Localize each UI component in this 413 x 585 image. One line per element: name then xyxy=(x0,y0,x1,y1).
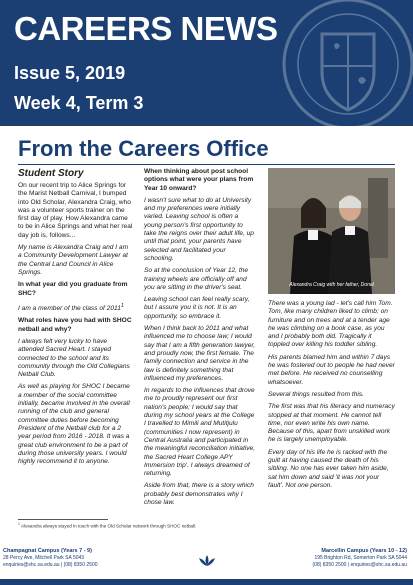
story-paragraph-2: His parents blamed him and within 7 days he was fostered out to people he had never met before. He received no counselling whatsoever. xyxy=(268,353,395,386)
question-post-school: When thinking about post school options what were your plans from Year 10 onward? xyxy=(144,168,254,192)
introduction-quote: My name is Alexandra Craig and I am a Community Development Lawyer at the Central Land Council in Alice Springs. xyxy=(18,244,129,276)
lotus-logo-icon xyxy=(197,554,217,568)
footer-right-contact[interactable]: (08) 8350 2500 | enquiries@shc.sa.edu.au xyxy=(312,562,407,568)
section-divider xyxy=(18,164,395,165)
issue-number: Issue 5, 2019 xyxy=(14,63,126,83)
week-term: Week 4, Term 3 xyxy=(14,93,144,113)
newsletter-title: CAREERS NEWS xyxy=(14,10,278,47)
answer-post-school-1: I wasn't sure what to do at University and my preferences were initially varied. Leaving school is often a young person's first opportunity to take the reigns over their adult life, up until that point, your parents have selected and facilitated your schooling. xyxy=(144,196,254,262)
story-paragraph-1: There was a young lad - let's call him Tom. Tom, like many children liked to climb; on furniture and on trees and at a tender age he was climbing on a book case, as you and I probably both did. Tragically it toppled over killing his toddler sibling. xyxy=(268,300,393,349)
photo-illustration xyxy=(268,168,395,294)
answer-graduation xyxy=(18,302,133,313)
story-heading: Student Story xyxy=(18,168,84,179)
college-crest-watermark-icon xyxy=(278,0,413,126)
footnote xyxy=(18,522,196,529)
answer-graduation-text: I am a member of the class of 2011 xyxy=(18,305,121,313)
footer-bar xyxy=(0,579,413,585)
footnote-text: Alexandra always stayed in touch with the Old Scholar network through SHOC netball. xyxy=(20,523,197,529)
question-netball-roles: What roles have you had with SHOC netball and why? xyxy=(18,317,132,333)
footer-marcellin-campus xyxy=(313,548,408,569)
answer-post-school-6: Aside from that, there is a story which probably best demonstrates why I chose law. xyxy=(144,482,254,506)
footnote-number: 1 xyxy=(18,522,20,526)
answer-post-school-2: So at the conclusion of Year 12, the training wheels are officially off and you are sitting in the driver's seat. xyxy=(144,267,248,291)
answer-netball-roles-1: I always felt very lucky to have attended Sacred Heart. I stayed connected to the school and its community through the Old Collegians Netball Club. xyxy=(18,337,130,379)
footer-left-contact[interactable]: enquiries@shc.sa.edu.au | (08) 8350 2500 xyxy=(3,562,98,568)
intro-paragraph: On our recent trip to Alice Springs for the Marist Netball Carnival, I bumped into Old Scholar, Alexandra Craig, who was a volunteer sports trainer on the first day of play. How Alexandra came to be in Alice Springs and what her real day job is, follows... xyxy=(18,182,133,239)
answer-netball-roles-2: As well as playing for SHOC I became a member of the social committee initially, became involved in the overall running of the club and general committee duties before becoming President of the Netball club for a 2 year period from 2016 - 2018. It was a great club environment to be a part of during those university years. I would highly recommend it to anyone. xyxy=(18,383,130,466)
footer-left-heading: Champagnat Campus (Years 7 - 9) xyxy=(3,548,92,554)
footer-left-address: 28 Percy Ave, Mitchell Park SA 5043 xyxy=(3,555,85,561)
article-column-1 xyxy=(18,182,133,470)
answer-post-school-3: Leaving school can feel really scary, but I assure you it is not. It is an opportunity, so embrace it. xyxy=(144,296,250,320)
article-column-3 xyxy=(268,300,395,494)
footer-right-address: 195 Brighton Rd, Somerton Park SA 5044 xyxy=(314,555,407,561)
story-paragraph-4: The first was that his literacy and numeracy stopped at that moment. He cannot tell time, nor even write his own name. Because of this, apart from unskilled work he is largely unemployable. xyxy=(268,403,395,444)
footer-right-heading: Marcellin Campus (Years 10 - 12) xyxy=(321,548,407,554)
footnote-marker: 1 xyxy=(120,302,124,309)
story-paragraph-3: Several things resulted from this. xyxy=(268,390,365,398)
photo-caption: Alexandra Craig with her father, Donal xyxy=(289,282,374,288)
question-graduation: In what year did you graduate from SHC? xyxy=(18,281,128,297)
story-paragraph-5: Every day of his life he is racked with the guilt at having caused the death of his sibling. No one has ever taken him aside, sat him down and said 'it was not your fault'. Not one person. xyxy=(268,448,389,489)
answer-post-school-5: In regards to the influences that drove me to proudly represent our first nation's people; I would say that during my school years at the College I travelled to Mimili and Mutitjulu (communities I now represent) in Central Australia and participated in the meaningful reconciliation initiative, the Sacred Heart College APY Immersion trip'. I always dreamed of returning. xyxy=(144,387,256,478)
footer-champagnat-campus xyxy=(3,548,98,569)
footnote-divider xyxy=(18,519,108,520)
graduation-photo xyxy=(268,168,395,294)
page-footer xyxy=(0,542,413,585)
masthead xyxy=(0,0,413,126)
answer-post-school-4: When I think back to 2011 and what influenced me to choose law; I would say that I am a fifth generation lawyer, and proudly now, the first female. The family connection and service in the law is definitely something that influenced my preferences. xyxy=(144,325,256,382)
article-column-2 xyxy=(144,168,257,511)
section-title: From the Careers Office xyxy=(18,136,269,161)
